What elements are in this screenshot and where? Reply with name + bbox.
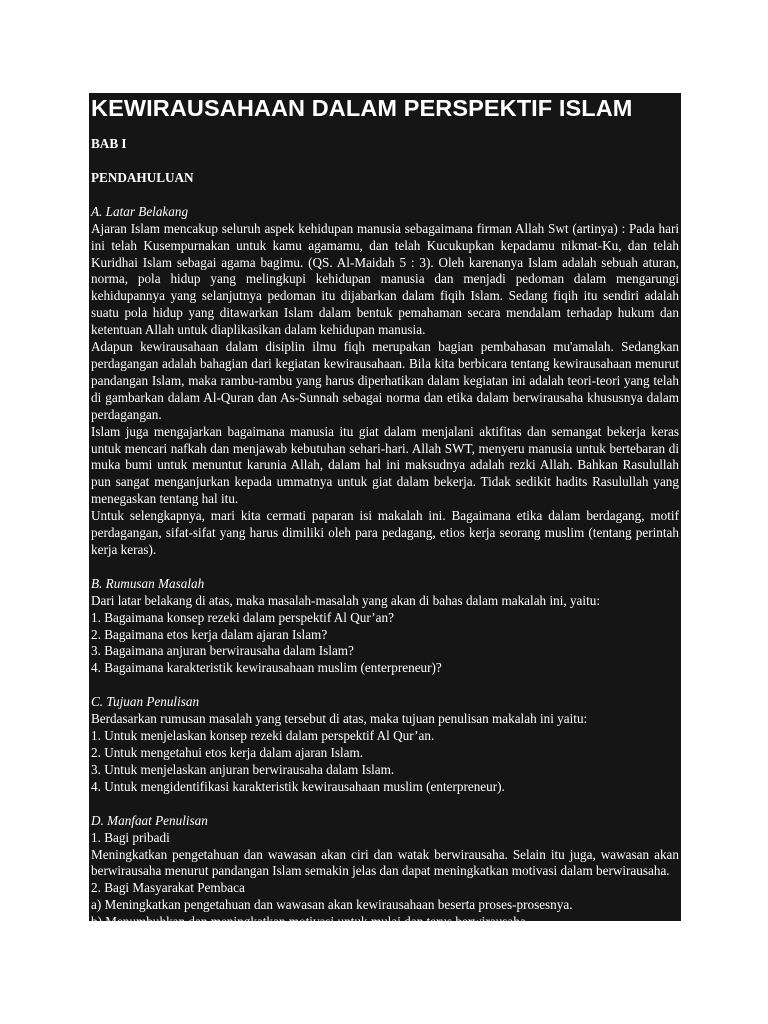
spacer [91,677,679,694]
paragraph: Untuk selengkapnya, mari kita cermati paparan isi makalah ini. Bagaimana etika dalam berdagang, motif perdagangan, sifat-sifat yang harus dimiliki oleh para pedagang, etios kerja seorang muslim (tentang perintah kerja keras). [91,508,679,557]
list-item: b) Menumbuhkan dan meningkatkan motivasi untuk mulai dan terus berwirausaha. [91,914,530,930]
spacer [91,796,679,813]
document-body [89,93,681,930]
list-item: 1. Untuk menjelaskan konsep rezeki dalam perspektif Al Qur’an. [91,728,435,744]
spacer [91,559,679,576]
section-manfaat-penulisan [91,813,679,931]
list-item: 3. Bagaimana anjuran berwirausaha dalam Islam? [91,643,354,659]
list-item: 1. Bagaimana konsep rezeki dalam perspektif Al Qur’an? [91,609,394,625]
paragraph: Islam juga mengajarkan bagaimana manusia itu giat dalam menjalani aktifitas dan semangat bekerja keras untuk mencari nafkah dan menjawab kebutuhan sehari-hari. Allah SWT, menyeru manusia untuk bertebaran di muka bumi untuk menuntut karunia Allah, dalam hal ini maksudnya adalah rezki Allah. Bahkan Rasulullah pun sangat menganjurkan kepada ummatnya untuk giat dalam bekerja. Tidak sedikit hadits Rasulullah yang menegaskan tentang hal itu. [91,423,679,507]
section-latar-belakang [91,204,679,559]
chapter-title: PENDAHULUAN [91,169,194,185]
chapter-number: BAB I [91,136,127,151]
list-item: a) Meningkatkan pengetahuan dan wawasan akan kewirausahaan beserta proses-prosesnya. [91,897,573,913]
list-item: 3. Untuk menjelaskan anjuran berwirausaha dalam Islam. [91,761,395,777]
section-heading: D. Manfaat Penulisan [91,812,208,828]
subsection-label: 1. Bagi pribadi [91,829,170,845]
section-tujuan-penulisan [91,694,679,795]
section-heading: A. Latar Belakang [91,203,189,219]
list-item: 4. Untuk mengidentifikasi karakteristik kewirausahaan muslim (enterpreneur). [91,778,505,794]
list-item: 2. Untuk mengetahui etos kerja dalam ajaran Islam. [91,745,364,760]
list-item: 2. Bagaimana etos kerja dalam ajaran Islam? [91,626,328,642]
section-heading: C. Tujuan Penulisan [91,694,200,710]
section-intro: Dari latar belakang di atas, maka masalah-masalah yang akan di bahas dalam makalah ini, yaitu: [91,592,600,608]
document-title: KEWIRAUSAHAAN DALAM PERSPEKTIF ISLAM [91,95,633,121]
list-item: 4. Bagaimana karakteristik kewirausahaan muslim (enterpreneur)? [91,660,442,676]
section-heading: B. Rumusan Masalah [91,575,205,591]
paragraph: Ajaran Islam mencakup seluruh aspek kehidupan manusia sebagaimana firman Allah Swt (artinya) : Pada hari ini telah Kusempurnakan untuk kamu agamamu, dan telah Kucukupkan kepadamu nikmat-Ku, dan telah Kuridhai Islam sebagai agama bagimu. (QS. Al-Maidah 5 : 3). Oleh karenanya Islam adalah sebuah aturan, norma, pola hidup yang melingkupi kehidupan manusia dan menjadi pedoman dalam mengarungi kehidupannya yang selanjutnya pedoman itu dijabarkan dalam fiqih Islam. Sedang fiqih itu sendiri adalah suatu pola hidup yang ditawarkan Islam dalam bentuk pemahaman secara mendalam terhadap hukum dan ketentuan Allah untuk diaplikasikan dalam kehidupan manusia. [91,220,679,338]
subsection-label: 2. Bagi Masyarakat Pembaca [91,880,245,896]
section-rumusan-masalah [91,576,679,677]
paragraph: Meningkatkan pengetahuan dan wawasan akan ciri dan watak berwirausaha. Selain itu juga, wawasan akan berwirausaha menurut pandangan Islam semakin jelas dan dapat meningkatkan motivasi dalam berwirausaha. [91,846,679,879]
paragraph: Adapun kewirausahaan dalam disiplin ilmu fiqh merupakan bagian pembahasan mu'amalah. Sedangkan perdagangan adalah bahagian dari kegiatan kewirausahaan. Bila kita berbicara tentang kewirausahaan menurut pandangan Islam, maka rambu-rambu yang harus diperhatikan dalam kegiatan ini adalah teori-teori yang telah di gambarkan dalam Al-Quran dan As-Sunnah sebagai norma dan etika dalam berwirausaha khususnya dalam perdagangan. [91,339,679,422]
section-intro: Berdasarkan rumusan masalah yang tersebut di atas, maka tujuan penulisan makalah ini yaitu: [91,711,588,727]
